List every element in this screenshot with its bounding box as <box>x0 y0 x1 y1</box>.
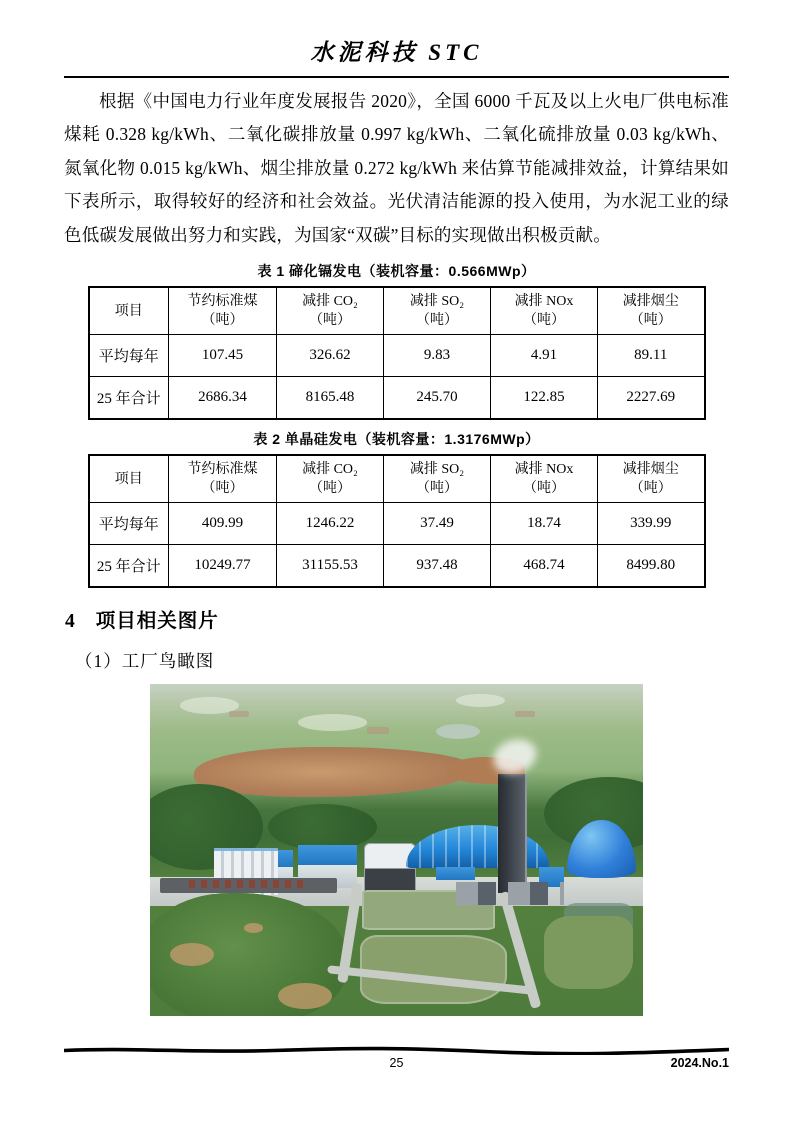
table1-block <box>64 261 729 420</box>
table-row-label: 平均每年 <box>89 503 169 545</box>
photo-village-speck <box>229 711 249 718</box>
table-header-cell: 减排 SO₂ （吨） <box>384 287 491 335</box>
table-header-cell: 项目 <box>89 455 169 503</box>
table-cell: 1246.22 <box>277 503 384 545</box>
table-cell: 2227.69 <box>598 377 705 420</box>
photo-field-patch <box>298 714 367 731</box>
table-cell: 9.83 <box>384 335 491 377</box>
photo-trucks <box>189 880 307 888</box>
issue-label: 2024.No.1 <box>670 1056 729 1070</box>
table-row-label: 25 年合计 <box>89 377 169 420</box>
photo-preheater-tower <box>498 774 525 894</box>
table-header-cell: 减排烟尘 （吨） <box>598 455 705 503</box>
table-cell: 409.99 <box>169 503 277 545</box>
section-heading <box>65 605 729 633</box>
figure-caption: （1）工厂鸟瞰图 <box>75 651 215 672</box>
table1 <box>88 286 706 420</box>
table-header-cell: 减排 CO₂ （吨） <box>277 455 384 503</box>
table-header-cell: 减排 SO₂ （吨） <box>384 455 491 503</box>
page-footer <box>64 1046 729 1070</box>
photo-blue-vault-shed <box>406 825 549 868</box>
table-cell: 4.91 <box>491 335 598 377</box>
table-cell: 468.74 <box>491 545 598 588</box>
photo-village-speck <box>367 727 389 734</box>
table-cell: 326.62 <box>277 335 384 377</box>
table-cell: 10249.77 <box>169 545 277 588</box>
photo-quarry <box>194 747 475 797</box>
table-cell: 31155.53 <box>277 545 384 588</box>
photo-lower-pond <box>360 935 508 1005</box>
table-cell: 339.99 <box>598 503 705 545</box>
table-row-label: 平均每年 <box>89 335 169 377</box>
photo-village-speck <box>515 711 535 718</box>
journal-title: 水泥科技 STC <box>310 40 483 65</box>
section-number: 4 <box>65 611 76 633</box>
table-header-cell: 减排 CO₂ （吨） <box>277 287 384 335</box>
table-row <box>89 503 705 545</box>
photo-blue-roof-building <box>298 845 357 865</box>
table-cell: 89.11 <box>598 335 705 377</box>
table-header-cell: 节约标准煤 （吨） <box>169 287 277 335</box>
document-header <box>64 38 729 78</box>
photo-blue-roof-building <box>436 867 475 880</box>
photo-right-slope <box>544 916 633 989</box>
table-header-cell: 减排烟尘 （吨） <box>598 287 705 335</box>
table-cell: 937.48 <box>384 545 491 588</box>
table-header-cell: 项目 <box>89 287 169 335</box>
table-header-row <box>89 455 705 503</box>
table-cell: 8165.48 <box>277 377 384 420</box>
table-header-row <box>89 287 705 335</box>
table1-caption: 表 1 碲化镉发电（装机容量：0.566MWp） <box>257 263 536 280</box>
photo-forest-blob <box>268 804 376 850</box>
page-number: 25 <box>389 1056 404 1070</box>
table-cell: 8499.80 <box>598 545 705 588</box>
section-heading-text: 项目相关图片 <box>95 610 219 633</box>
table-header-cell: 节约标准煤 （吨） <box>169 455 277 503</box>
photo-far-pond <box>436 724 480 739</box>
table2-block <box>64 429 729 588</box>
photo-office-buildings <box>456 882 564 905</box>
table-cell: 37.49 <box>384 503 491 545</box>
table2 <box>88 454 706 588</box>
table-header-cell: 减排 NOx （吨） <box>491 287 598 335</box>
table-cell: 107.45 <box>169 335 277 377</box>
photo-field-patch <box>456 694 505 707</box>
table-row <box>89 545 705 588</box>
footer-rule <box>64 1046 729 1055</box>
table-cell: 2686.34 <box>169 377 277 420</box>
body-paragraph: 根据《中国电力行业年度发展报告 2020》，全国 6000 千瓦及以上火电厂供电标准煤耗 0.328 kg/kWh、二氧化碳排放量 0.997 kg/kWh、二氧化硫排放量 0.03 kg/kWh、氮氧化物 0.015 kg/kWh、烟尘排放量 0.272 kg/kWh 来估算节能减排效益，计算结果如下表所示，取得较好的经济和社会效益。光伏清洁能源的投入使用，为水泥工业的绿色低碳发展做出努力和实践，为国家“双碳”目标的实现做出积极贡献。 <box>64 91 729 245</box>
table-row <box>89 377 705 420</box>
table-cell: 122.85 <box>491 377 598 420</box>
table2-caption: 表 2 单晶硅发电（装机容量：1.3176MWp） <box>253 431 540 448</box>
table-header-cell: 减排 NOx （吨） <box>491 455 598 503</box>
table-row-label: 25 年合计 <box>89 545 169 588</box>
factory-aerial-photo <box>150 684 643 1016</box>
table-row <box>89 335 705 377</box>
table-cell: 18.74 <box>491 503 598 545</box>
table-cell: 245.70 <box>384 377 491 420</box>
footer-row <box>64 1056 729 1070</box>
